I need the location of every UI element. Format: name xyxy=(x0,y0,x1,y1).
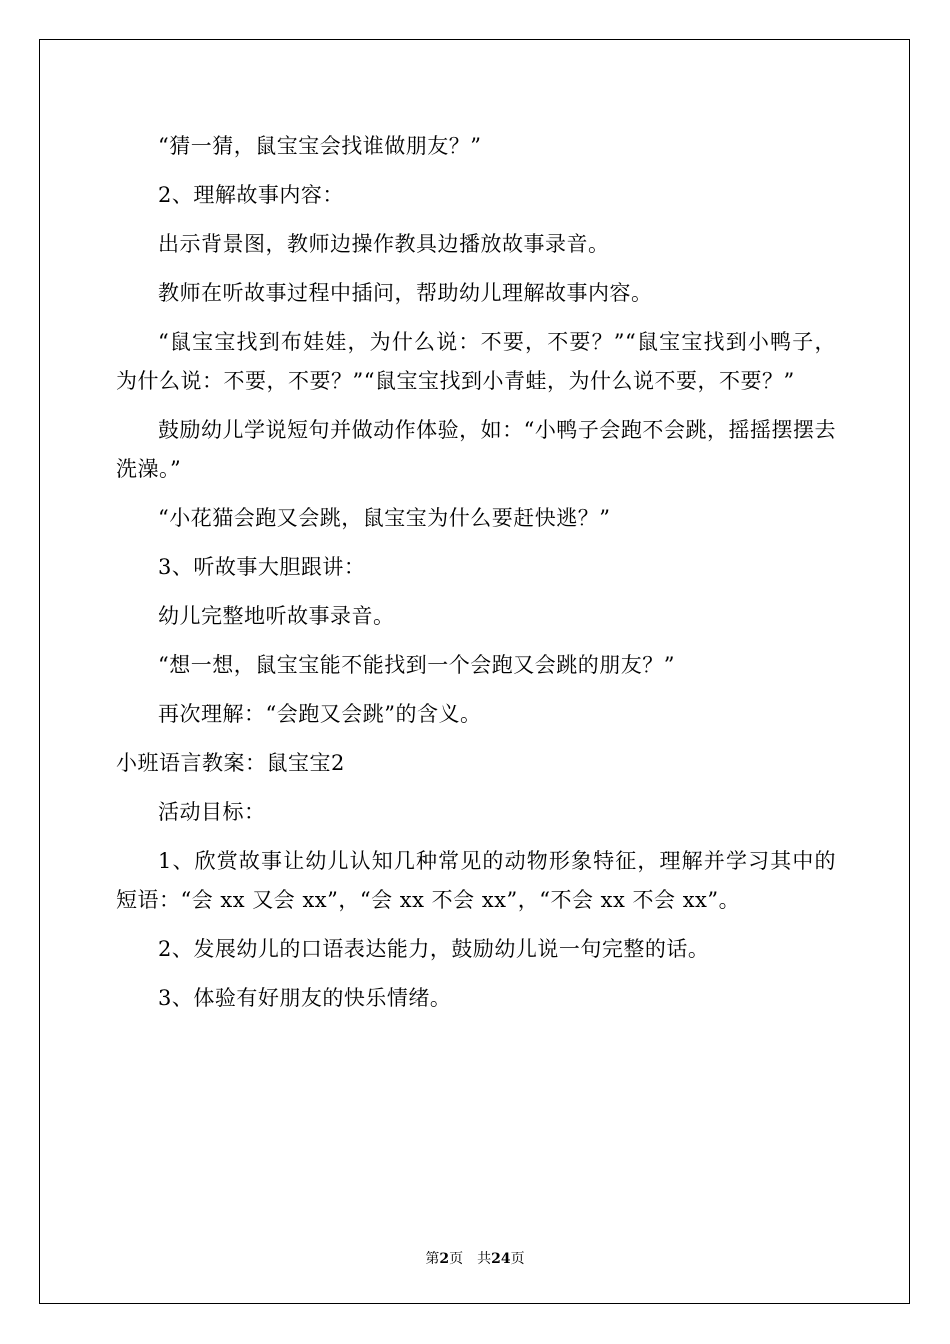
paragraph: 再次理解：“会跑又会跳”的含义。 xyxy=(158,702,482,726)
section-heading: 3、听故事大胆跟讲： xyxy=(158,555,366,579)
paragraph: 幼儿完整地听故事录音。 xyxy=(158,604,395,628)
paragraph: “猜一猜，鼠宝宝会找谁做朋友？” xyxy=(158,134,482,158)
paragraph: 鼓励幼儿学说短句并做动作体验，如：“小鸭子会跑不会跳，摇摇摆摆去洗澡。” xyxy=(116,418,836,481)
paragraph: “鼠宝宝找到布娃娃，为什么说：不要，不要？”“鼠宝宝找到小鸭子，为什么说：不要，不要？”“鼠宝宝找到小青蛙，为什么说不要，不要？” xyxy=(116,330,836,393)
paragraph: 出示背景图，教师边操作教具边播放故事录音。 xyxy=(158,232,610,256)
total-suffix: 页 xyxy=(510,1251,525,1267)
page-number: 2 xyxy=(439,1251,450,1267)
paragraph: 教师在听故事过程中插问，帮助幼儿理解故事内容。 xyxy=(158,281,653,305)
section-heading: 活动目标： xyxy=(158,800,266,824)
total-prefix: 共 xyxy=(477,1251,492,1267)
page-prefix: 第 xyxy=(425,1251,440,1267)
paragraph: 1、欣赏故事让幼儿认知几种常见的动物形象特征，理解并学习其中的短语：“会 xx 又会 xx”，“会 xx 不会 xx”，“不会 xx 不会 xx”。 xyxy=(116,849,836,912)
paragraph: “小花猫会跑又会跳，鼠宝宝为什么要赶快逃？” xyxy=(158,506,611,530)
total-pages: 24 xyxy=(491,1251,511,1267)
paragraph: 3、体验有好朋友的快乐情绪。 xyxy=(158,986,452,1010)
page-suffix: 页 xyxy=(449,1251,464,1267)
page-footer xyxy=(0,1248,950,1268)
paragraph: “想一想，鼠宝宝能不能找到一个会跑又会跳的朋友？” xyxy=(158,653,675,677)
document-title: 小班语言教案：鼠宝宝2 xyxy=(116,751,345,775)
section-heading: 2、理解故事内容： xyxy=(158,183,344,207)
paragraph: 2、发展幼儿的口语表达能力，鼓励幼儿说一句完整的话。 xyxy=(158,937,710,961)
document-body xyxy=(116,127,836,1028)
